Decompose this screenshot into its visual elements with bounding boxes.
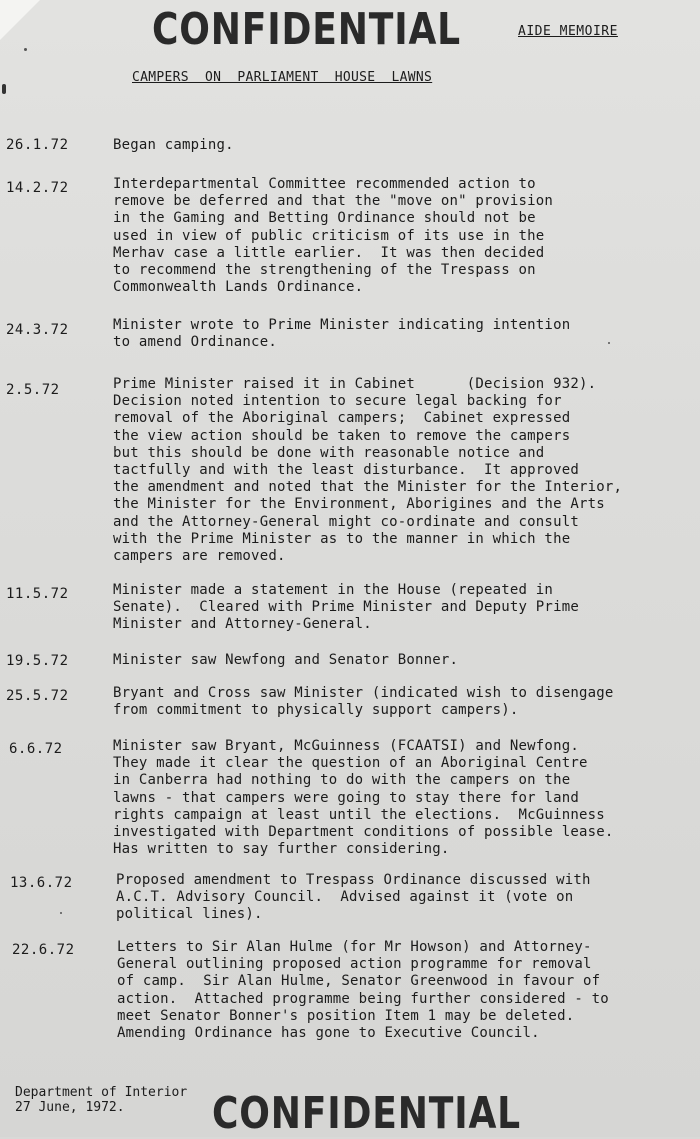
entry-date: 25.5.72	[6, 688, 69, 704]
entry-date: 2.5.72	[6, 382, 60, 398]
entry-date: 6.6.72	[9, 741, 63, 757]
entry-date: 14.2.72	[6, 180, 69, 196]
entry-text: Proposed amendment to Trespass Ordinance discussed with A.C.T. Advisory Council. Advised against it (vote on political lines).	[116, 872, 591, 923]
entry-text: Prime Minister raised it in Cabinet (Decision 932). Decision noted intention to secure legal backing for removal of the Aboriginal campers; Cabinet expressed the view action should be taken to remove the campers but this should be done with reasonable notice and tactfully and with the least disturbance. It approved the amendment and noted that the Minister for the Interior, the Minister for the Environment, Aborigines and the Arts and the Attorney-General might co-ordinate and consult with the Prime Minister as to the manner in which the campers are removed.	[113, 376, 623, 565]
document-subject: CAMPERS ON PARLIAMENT HOUSE LAWNS	[132, 70, 433, 85]
entry-text: Minister wrote to Prime Minister indicating intention to amend Ordinance.	[113, 317, 571, 351]
entry-text: Minister saw Newfong and Senator Bonner.	[113, 652, 459, 668]
document-footer	[15, 1085, 187, 1115]
entry-text: Letters to Sir Alan Hulme (for Mr Howson) and Attorney- General outlining proposed action programme for removal of camp. Sir Alan Hulme, Senator Greenwood in favour of action. Attached programme being further considered - to meet Senator Bonner's position Item 1 may be deleted. Amending Ordinance has gone to Executive Council.	[117, 939, 609, 1042]
entry-text: Began camping.	[113, 137, 234, 153]
entry-text: Minister made a statement in the House (repeated in Senate). Cleared with Prime Minister and Deputy Prime Minister and Attorney-General.	[113, 582, 579, 633]
confidential-stamp-top: CONFIDENTIAL	[152, 4, 461, 55]
entry-date: 19.5.72	[6, 653, 69, 669]
folded-corner	[0, 0, 40, 40]
document-date: 27 June, 1972.	[15, 1100, 125, 1115]
aide-memoire-label: AIDE MEMOIRE	[518, 24, 618, 39]
entry-date: 22.6.72	[12, 942, 75, 958]
paper-speck	[24, 48, 27, 51]
paper-speck	[2, 84, 6, 94]
entry-date: 24.3.72	[6, 322, 69, 338]
entry-date: 13.6.72	[10, 875, 73, 891]
entry-date: 26.1.72	[6, 137, 69, 153]
entry-text: Bryant and Cross saw Minister (indicated wish to disengage from commitment to physically support campers).	[113, 685, 614, 719]
entry-text: Minister saw Bryant, McGuinness (FCAATSI) and Newfong. They made it clear the question of an Aboriginal Centre in Canberra had nothing to do with the campers on the lawns - that campers were going to stay there for land rights campaign at least until the elections. McGuinness investigated with Department conditions of possible lease. Has written to say further considering.	[113, 738, 614, 858]
confidential-stamp-bottom: CONFIDENTIAL	[212, 1088, 521, 1139]
department-name: Department of Interior	[15, 1085, 188, 1100]
entry-date: 11.5.72	[6, 586, 69, 602]
entry-text: Interdepartmental Committee recommended action to remove be deferred and that the "move on" provision in the Gaming and Betting Ordinance should not be used in view of public criticism of its use in the Merhav case a little earlier. It was then decided to recommend the strengthening of the Trespass on Commonwealth Lands Ordinance.	[113, 176, 554, 296]
paper-speck	[60, 912, 62, 914]
paper-speck	[608, 342, 610, 344]
